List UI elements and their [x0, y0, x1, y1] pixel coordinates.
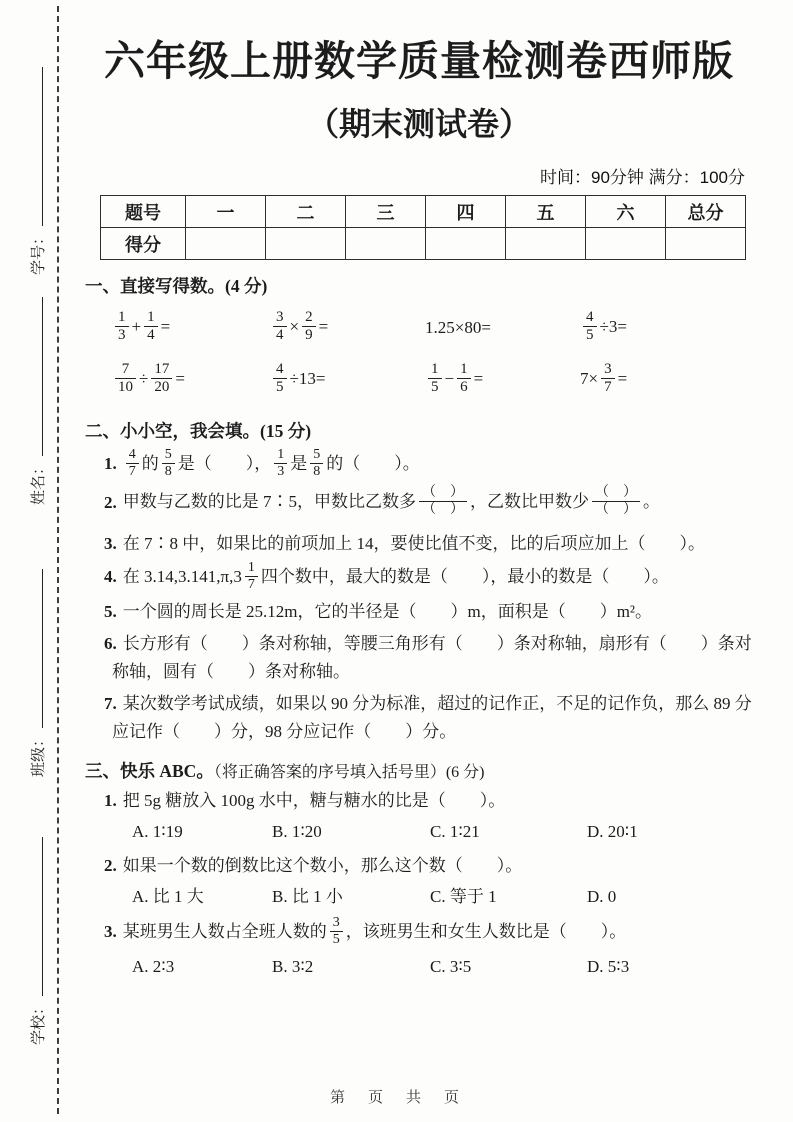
question: [85, 487, 753, 519]
text-run: 甲数与乙数的比是 7∶5，甲数比乙数多: [122, 492, 416, 512]
fraction: $\frac{1}{7}$: [245, 560, 258, 592]
page-footer: 第 页 共 页: [329, 1089, 463, 1106]
math-expression: [112, 360, 270, 398]
fraction: $\frac{4}{5}$: [273, 361, 287, 396]
score-cell: [346, 228, 426, 260]
name-blank-line: [41, 297, 43, 456]
text-run: 某班男生人数占全班人数的: [122, 922, 327, 942]
sidebar-field-student-id: [24, 65, 48, 275]
text-run: 如果一个数的倒数比这个数小，那么这个数（ ）。: [122, 856, 523, 876]
option-b: B. 3∶2: [272, 956, 314, 976]
question: [85, 530, 753, 558]
school-label: 学校：: [31, 999, 47, 1045]
fraction: $\frac{4}{5}$: [583, 309, 597, 344]
fraction: $\frac{1}{4}$: [144, 309, 158, 344]
question-number: 1.: [104, 454, 117, 474]
text-run: =: [473, 369, 484, 389]
text-run: 把 5g 糖放入 100g 水中，糖与糖水的比是（ ）。: [122, 791, 506, 811]
option-a: A. 比 1 大: [132, 887, 204, 907]
option-c: C. 等于 1: [430, 887, 497, 907]
class-label: 班级：: [31, 731, 47, 777]
text-run: ，乙数比甲数少: [470, 492, 589, 512]
math-expression: [270, 308, 425, 346]
calc-row: [85, 306, 753, 350]
text-run: ÷: [139, 369, 149, 389]
time-score-info: 时间：90分钟 满分：100分: [540, 168, 745, 188]
option-a: A. 2∶3: [132, 956, 175, 976]
fraction: $\frac{1}{5}$: [428, 361, 442, 396]
question-number: 6.: [104, 634, 117, 654]
calc-row: [85, 358, 753, 402]
sidebar-field-name: [24, 295, 48, 505]
option-d: D. 5∶3: [587, 956, 630, 976]
section3-heading-score: (6 分): [445, 764, 485, 782]
question-number: 2.: [104, 856, 117, 876]
score-col-total: 总分: [666, 196, 746, 228]
text-run: ÷13=: [289, 369, 326, 389]
options-row: [85, 953, 753, 981]
section3-heading-title: 三、快乐 ABC。: [85, 761, 214, 782]
fraction: $\frac{( )}{( )}$: [419, 485, 467, 517]
text-run: 在 3.14,3.141,π,3: [122, 566, 242, 586]
page-title: 六年级上册数学质量检测卷西师版: [104, 38, 734, 84]
section3-heading: [85, 758, 753, 783]
question-number: 4.: [104, 566, 117, 586]
text-run: 某次数学考试成绩，如果以 90 分为标准，超过的记作正，不足的记作负，那么 89 分应记作（ ）分，98 分应记作（ ）分。: [112, 694, 752, 742]
question: [85, 690, 753, 746]
fraction: $\frac{1}{3}$: [115, 309, 129, 344]
math-expression: [425, 360, 580, 398]
score-col-4: 四: [426, 196, 506, 228]
page-subtitle: （期末测试卷）: [306, 106, 531, 143]
math-expression: [580, 360, 753, 398]
score-cell: [426, 228, 506, 260]
option-b: B. 比 1 小: [272, 887, 343, 907]
question: [85, 449, 753, 481]
text-run: 。: [643, 492, 660, 512]
school-blank-line: [41, 837, 43, 996]
text-run: +: [131, 317, 142, 337]
score-table-value-row: [101, 228, 746, 260]
score-cell: [186, 228, 266, 260]
score-col-2: 二: [266, 196, 346, 228]
question-number: 1.: [104, 791, 117, 811]
student-id-blank-line: [41, 67, 43, 226]
sidebar-field-class: [24, 567, 48, 777]
option-c: C. 3∶5: [430, 956, 472, 976]
question-number: 2.: [104, 492, 117, 512]
fraction: $\frac{1}{6}$: [457, 361, 471, 396]
section2-heading: 二、小小空，我会填。(15 分): [85, 421, 312, 442]
fraction: $\frac{5}{8}$: [162, 447, 175, 479]
question: [85, 630, 753, 686]
score-table-corner: 题号: [101, 196, 186, 228]
fraction: $\frac{2}{9}$: [302, 309, 316, 344]
score-cell: [266, 228, 346, 260]
text-run: 是（ ），: [177, 454, 272, 474]
text-run: =: [175, 369, 185, 389]
math-expression: [580, 308, 753, 346]
text-run: ×: [289, 317, 300, 337]
text-run: 的: [141, 454, 159, 474]
text-run: 7×: [580, 369, 599, 389]
text-run: 的（ ）。: [326, 454, 420, 474]
math-expression: [425, 318, 580, 338]
fraction: $\frac{5}{8}$: [310, 447, 323, 479]
text-run: 1.25×80=: [425, 318, 491, 338]
math-expression: [112, 308, 270, 346]
text-run: =: [160, 317, 171, 337]
option-b: B. 1∶20: [272, 822, 322, 842]
text-run: 在 7∶8 中，如果比的前项加上 14，要使比值不变，比的后项应加上（ ）。: [122, 533, 705, 553]
class-blank-line: [41, 569, 43, 728]
score-cell: [586, 228, 666, 260]
question-number: 7.: [104, 694, 117, 714]
text-run: ，该班男生和女生人数比是（ ）。: [345, 922, 627, 942]
option-d: D. 0: [587, 887, 617, 907]
score-col-5: 五: [506, 196, 586, 228]
question: [85, 852, 753, 880]
text-run: =: [318, 317, 329, 337]
section1-heading: 一、直接写得数。(4 分): [85, 276, 268, 297]
fraction: $\frac{1}{3}$: [274, 447, 287, 479]
name-label: 姓名：: [31, 459, 47, 505]
section3-heading-note: （将正确答案的序号填入括号里）: [213, 764, 446, 782]
option-c: C. 1∶21: [430, 822, 480, 842]
student-id-label: 学号：: [31, 229, 47, 275]
score-cell: [666, 228, 746, 260]
text-run: 是: [290, 454, 308, 474]
option-d: D. 20∶1: [587, 822, 638, 842]
math-expression: [270, 360, 425, 398]
options-row: [85, 883, 753, 911]
score-table-header-row: [101, 196, 746, 228]
score-col-1: 一: [186, 196, 266, 228]
text-run: ÷3=: [599, 317, 627, 337]
question: [85, 559, 753, 594]
score-table: [100, 195, 746, 260]
text-run: =: [617, 369, 628, 389]
option-a: A. 1∶19: [132, 822, 183, 842]
fraction: $\frac{3}{5}$: [330, 915, 343, 947]
question: [85, 787, 753, 815]
fraction: $\frac{( )}{( )}$: [592, 485, 640, 517]
score-row-label: 得分: [101, 228, 186, 260]
fraction: $\frac{7}{10}$: [115, 361, 136, 396]
sidebar-field-school: [24, 835, 48, 1045]
question: [85, 917, 753, 949]
fraction: $\frac{3}{7}$: [601, 361, 615, 396]
main-content: [85, 0, 753, 981]
question-number: 5.: [104, 602, 117, 622]
question: [85, 598, 753, 626]
question-number: 3.: [104, 922, 117, 942]
binding-dashed-line: [57, 6, 59, 1114]
text-run: 长方形有（ ）条对称轴，等腰三角形有（ ）条对称轴，扇形有（ ）条对称轴，圆有（ ）条对称轴。: [112, 634, 752, 682]
score-col-6: 六: [586, 196, 666, 228]
options-row: [85, 818, 753, 846]
text-run: 四个数中，最大的数是（ ），最小的数是（ ）。: [260, 566, 669, 586]
question-number: 3.: [104, 533, 117, 553]
score-cell: [506, 228, 586, 260]
fraction: $\frac{4}{7}$: [126, 447, 139, 479]
score-col-3: 三: [346, 196, 426, 228]
fraction: $\frac{17}{20}$: [151, 361, 172, 396]
text-run: −: [444, 369, 455, 389]
text-run: 一个圆的周长是 25.12m，它的半径是（ ）m，面积是（ ）m²。: [122, 602, 653, 622]
fraction: $\frac{3}{4}$: [273, 309, 287, 344]
